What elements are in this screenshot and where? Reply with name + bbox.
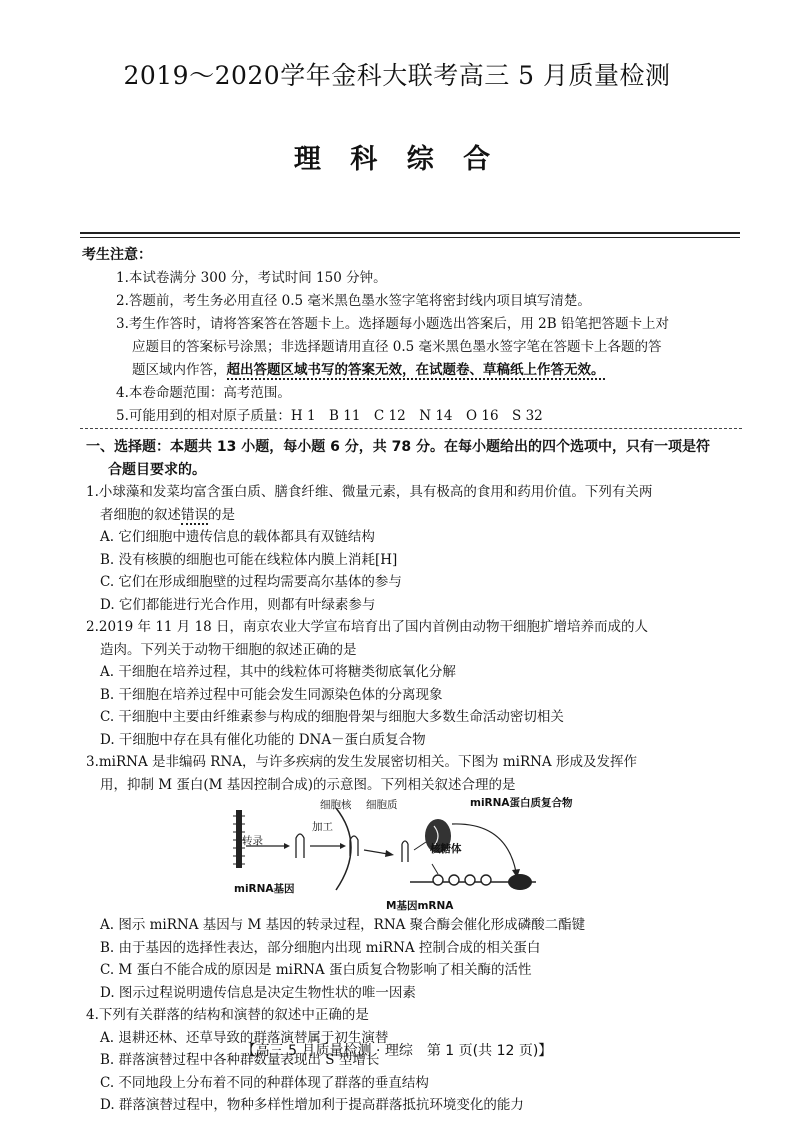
q3-stem: 3.miRNA 是非编码 RNA，与许多疾病的发生发展密切相关。下图为 miRNA 形成及发挥作: [86, 754, 637, 770]
q3-option-a: A. 图示 miRNA 基因与 M 基因的转录过程，RNA 聚合酶会催化形成磷酸二酯键: [100, 917, 586, 933]
q2-option-b: B. 干细胞在培养过程中可能会发生同源染色体的分离现象: [100, 686, 443, 703]
notice-item-1: 1.本试卷满分 300 分，考试时间 150 分钟。: [116, 270, 387, 286]
notice-item-3-cont-1: 应题目的答案标号涂黑；非选择题请用直径 0.5 毫米黑色墨水签字笔在答题卡上各题的答: [132, 339, 662, 355]
q2-option-c: C. 干细胞中主要由纤维素参与构成的细胞骨架与细胞大多数生命活动密切相关: [100, 709, 564, 725]
notice-item-5: 5.可能用到的相对原子质量：H 1 B 11 C 12 N 14 O 16 S 32: [116, 408, 543, 424]
label-mirna-gene: miRNA基因: [234, 883, 295, 895]
label-m-mrna: M基因mRNA: [386, 900, 454, 912]
mirna-diagram: [86, 798, 746, 898]
label-processing: 加工: [312, 821, 333, 833]
divider-thick: [80, 232, 740, 234]
candidate-notice: [82, 244, 742, 428]
q2-option-d: D. 干细胞中存在具有催化功能的 DNA－蛋白质复合物: [100, 731, 426, 748]
label-ribosome: 核糖体: [430, 843, 462, 855]
q3-option-c: C. M 蛋白不能合成的原因是 miRNA 蛋白质复合物影响了相关酶的活性: [100, 962, 532, 978]
label-cytoplasm: 细胞质: [366, 799, 398, 811]
notice-item-3: 3.考生作答时，请将答案答在答题卡上。选择题每小题选出答案后，用 2B 铅笔把答题卡上对: [116, 316, 669, 332]
pri-mirna-icon: [296, 834, 304, 858]
q1-option-b: B. 没有核膜的细胞也可能在线粒体内膜上消耗[H]: [100, 551, 398, 568]
exam-title: 2019～2020学年金科大联考高三 5 月质量检测: [123, 61, 671, 90]
q4-stem: 4.下列有关群落的结构和演替的叙述中正确的是: [86, 1007, 369, 1023]
q1-stem-part-a: 者细胞的叙述: [100, 506, 181, 523]
q1-stem: 1.小球藻和发菜均富含蛋白质、膳食纤维、微量元素，具有极高的食用和药用价值。下列有关两: [86, 484, 653, 500]
ribosome-icon: [433, 875, 443, 885]
notice-item-3-prefix: 题区域内作答，: [132, 362, 227, 378]
section-heading: 一、选择题：本题共 13 小题，每小题 6 分，共 78 分。在每小题给出的四个选项中，只有一项是符: [86, 439, 710, 455]
q1-option-c: C. 它们在形成细胞壁的过程均需要高尔基体的参与: [100, 574, 402, 590]
exam-subject: 理 科 综 合: [293, 144, 501, 175]
bound-complex-icon: [508, 874, 532, 890]
q4-option-a: A. 退耕还林、还草导致的群落演替属于初生演替: [100, 1029, 389, 1046]
divider-dashed: [80, 428, 742, 429]
divider-thin: [80, 237, 740, 238]
section-heading-cont: 合题目要求的。: [108, 461, 206, 478]
q2-stem: 2.2019 年 11 月 18 日，南京农业大学宣布培育出了国内首例由动物干细胞扩增培养而成的人: [86, 619, 649, 635]
q1-stem-emphasis: 错误: [181, 506, 208, 523]
q4-option-d: D. 群落演替过程中，物种多样性增加利于提高群落抵抗环境变化的能力: [100, 1097, 524, 1113]
notice-item-3-cont-2: [82, 359, 742, 382]
q3-option-d: D. 图示过程说明遗传信息是决定生物性状的唯一因素: [100, 984, 416, 1001]
questions-body: [86, 436, 746, 1117]
q1-option-d: D. 它们都能进行光合作用，则都有叶绿素参与: [100, 596, 376, 613]
q3-stem-cont: 用，抑制 M 蛋白(M 基因控制合成)的示意图。下列相关叙述合理的是: [100, 776, 516, 793]
label-nucleus: 细胞核: [320, 799, 352, 811]
label-complex: miRNA蛋白质复合物: [470, 797, 573, 809]
notice-warning: 超出答题区域书写的答案无效，在试题卷、草稿纸上作答无效。: [226, 362, 605, 378]
notice-heading: 考生注意：: [82, 247, 152, 263]
q2-stem-cont: 造肉。下列关于动物干细胞的叙述正确的是: [100, 641, 357, 658]
nuclear-membrane: [336, 808, 351, 890]
notice-item-4: 4.本卷命题范围：高考范围。: [116, 385, 291, 401]
notice-item-2: 2.答题前，考生务必用直径 0.5 毫米黑色墨水签字笔将密封线内项目填写清楚。: [116, 293, 591, 309]
mature-mirna-icon: [402, 841, 408, 862]
label-transcription: 转录: [242, 835, 263, 847]
q2-option-a: A. 干细胞在培养过程，其中的线粒体可将糖类彻底氧化分解: [100, 664, 456, 680]
q4-option-c: C. 不同地段上分布着不同的种群体现了群落的垂直结构: [100, 1074, 429, 1091]
q1-option-a: A. 它们细胞中遗传信息的载体都具有双链结构: [100, 529, 375, 545]
q1-stem-part-c: 的是: [208, 506, 235, 523]
page-footer: 【高三 5 月质量检测 · 理综 第 1 页(共 12 页)】: [241, 1043, 553, 1059]
q1-stem-cont: [86, 504, 746, 527]
q4-option-b: B. 群落演替过程中各种群数量表现出 S 型增长: [100, 1052, 380, 1068]
q3-option-b: B. 由于基因的选择性表达，部分细胞内出现 miRNA 控制合成的相关蛋白: [100, 939, 541, 956]
